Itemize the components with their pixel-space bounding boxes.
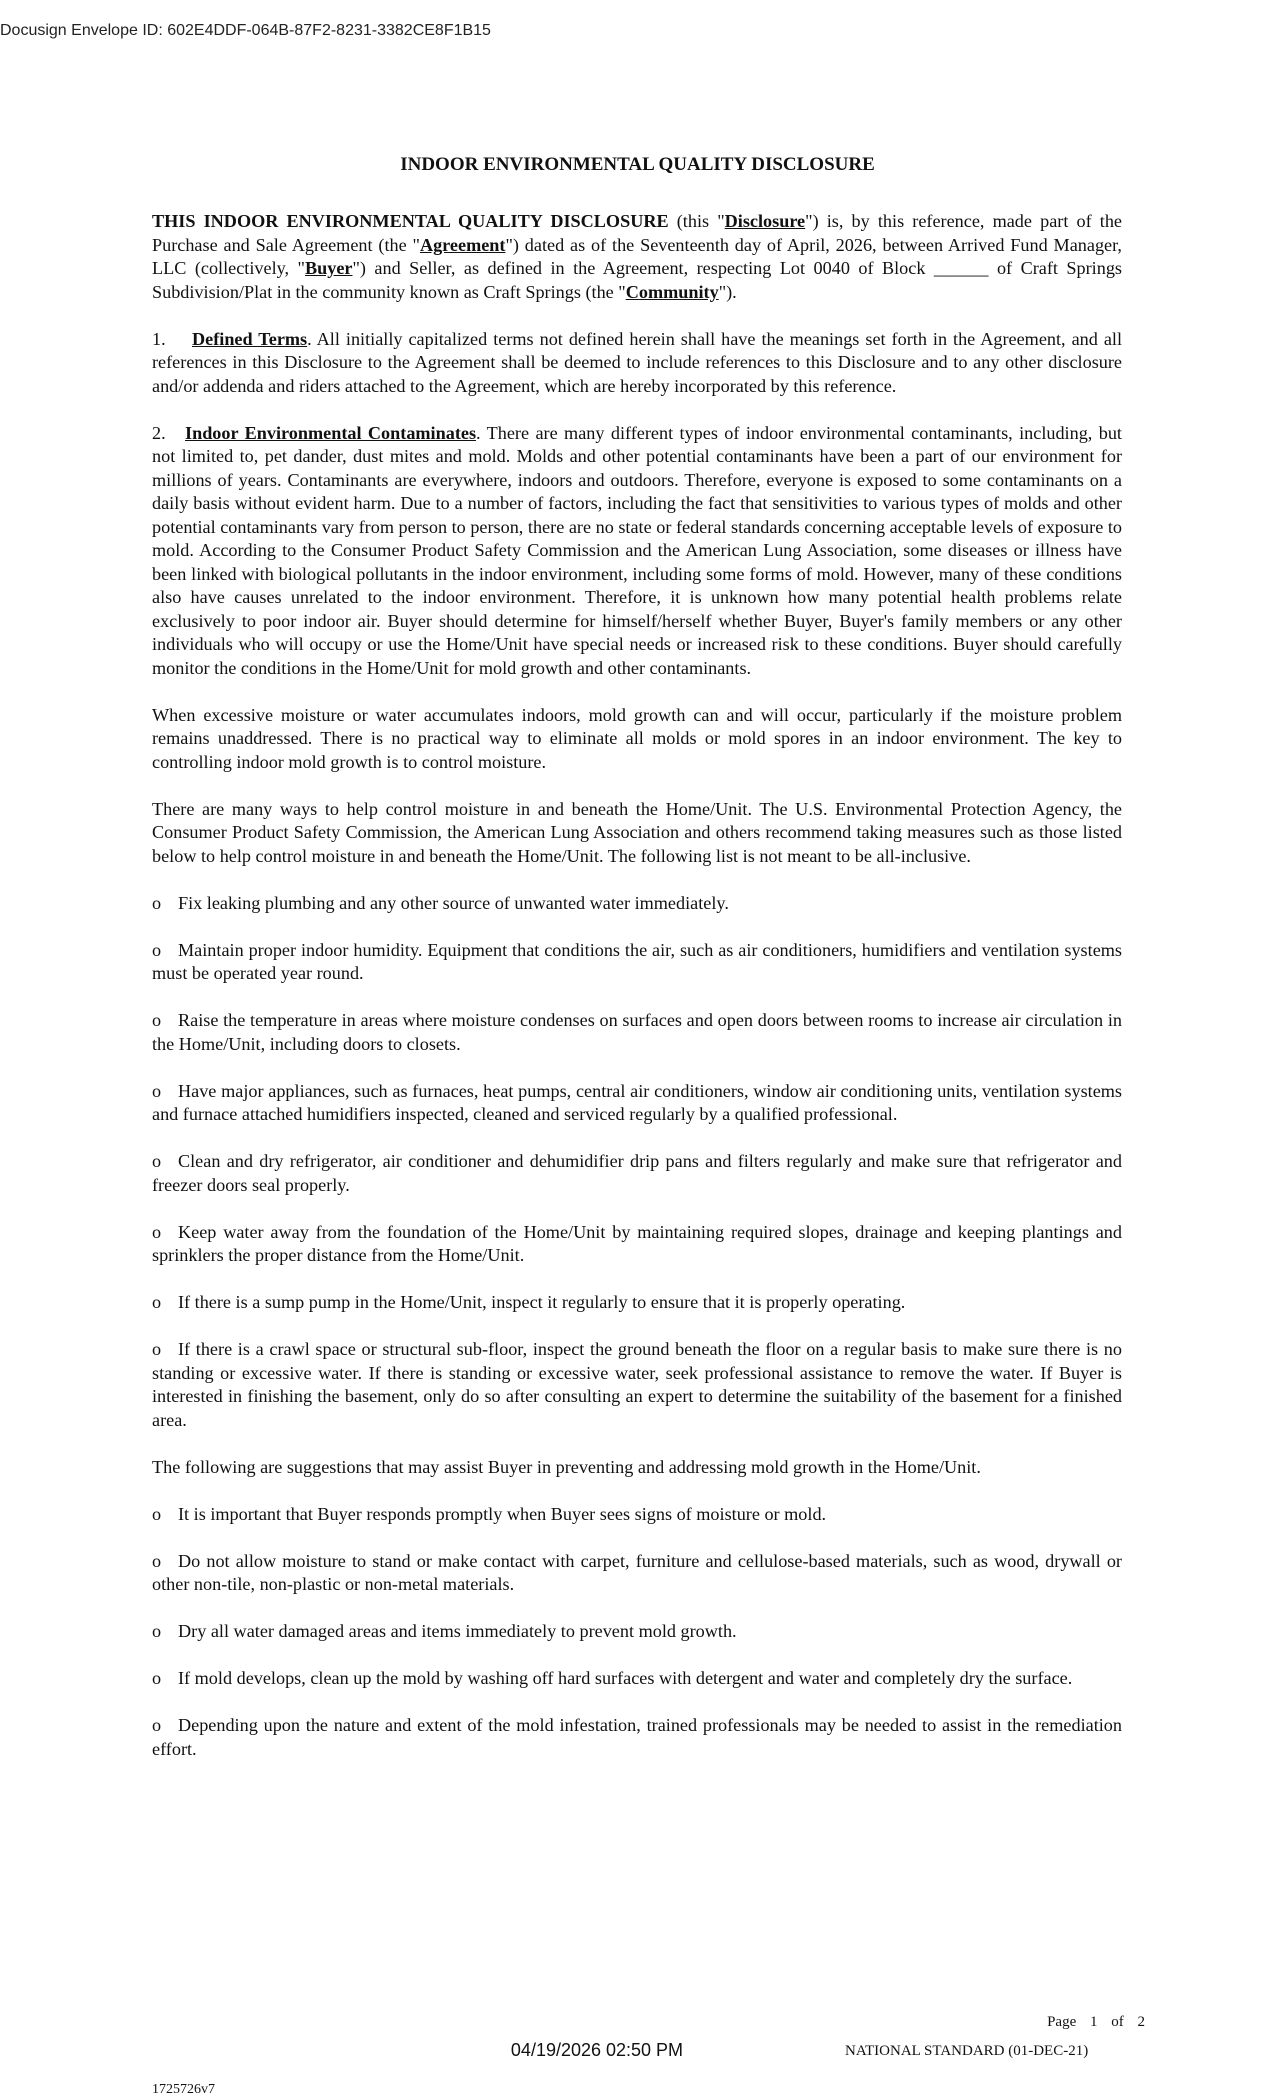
section-1-number: 1. [152,328,166,349]
term-agreement: Agreement [419,234,506,255]
signing-timestamp: 04/19/2026 02:50 PM [510,2040,684,2060]
bullet-mark: o [152,1503,162,1524]
bullet-mark: o [152,1621,162,1641]
bullet-mark: o [152,892,162,913]
page-of-label: of [1111,2014,1124,2030]
list-item [152,1667,1122,1691]
list-item [152,1080,1122,1127]
document-id: 1725726v7 [152,2082,215,2097]
term-disclosure: Disclosure [724,211,806,231]
list-item-text: Have major appliances, such as furnaces, heat pumps, central air conditioners, window air conditioning units, ventilation systems and furnace attached humidifiers inspected, cleaned and serviced regularly by a qualified professional. [152,1080,1122,1124]
bullet-mark: o [152,1221,162,1242]
intro-paragraph [152,210,1122,304]
list-item [152,1009,1122,1056]
section-2-heading: Indoor Environmental Contaminates [185,422,477,443]
intro-text-5: "). [718,281,737,302]
page-number: 1 [1090,2014,1098,2030]
bullet-mark: o [152,1151,162,1171]
list-item-text: Fix leaking plumbing and any other source of unwanted water immediately. [178,892,729,913]
intro-text-4: ") and Seller, as defined in the Agreement, respecting Lot 0040 of Block ______ of Craft Springs Subdivision/Plat in the community known as Craft Springs (the " [152,258,1122,302]
list-item [152,939,1122,986]
list-item [152,1550,1122,1597]
page-total: 2 [1137,2014,1145,2030]
intro-text-3: ") dated as of the Seventeenth day of April, 2026, between Arrived Fund Manager, LLC (collectively, " [152,234,1122,278]
page-indicator [1047,2014,1145,2031]
moisture-paragraph: When excessive moisture or water accumulates indoors, mold growth can and will occur, particularly if the moisture problem remains unaddressed. There is no practical way to eliminate all molds or mold spores in an indoor environment. The key to controlling indoor mold growth is to control moisture. [152,704,1122,772]
list-item-text: Raise the temperature in areas where moisture condenses on surfaces and open doors between rooms to increase air circulation in the Home/Unit, including doors to closets. [152,1010,1122,1054]
list-item-text: Dry all water damaged areas and items immediately to prevent mold growth. [178,1621,737,1641]
intro-lead: THIS INDOOR ENVIRONMENTAL QUALITY DISCLOSURE [152,211,669,231]
list-item-text: Do not allow moisture to stand or make contact with carpet, furniture and cellulose-based materials, such as wood, drywall or other non-tile, non-plastic or non-metal materials. [152,1550,1122,1594]
list-item-text: Depending upon the nature and extent of the mold infestation, trained professionals may be needed to assist in the remediation effort. [152,1715,1122,1759]
document-body [152,210,1122,1761]
list-item-text: If there is a sump pump in the Home/Unit, inspect it regularly to ensure that it is properly operating. [178,1292,906,1312]
bullet-mark: o [152,1010,162,1030]
control-ways-paragraph: There are many ways to help control moisture in and beneath the Home/Unit. The U.S. Environmental Protection Agency, the Consumer Product Safety Commission, the American Lung Association and others recommend taking measures such as those listed below to help control moisture in and beneath the Home/Unit. The following list is not meant to be all-inclusive. [152,798,1122,866]
list-item [152,1338,1122,1432]
list-item-text: Keep water away from the foundation of the Home/Unit by maintaining required slopes, drainage and keeping plantings and sprinklers the proper distance from the Home/Unit. [152,1221,1122,1265]
section-1 [152,328,1122,399]
bullet-mark: o [152,1292,162,1312]
list-item-text: It is important that Buyer responds promptly when Buyer sees signs of moisture or mold. [178,1503,827,1524]
section-2-number: 2. [152,422,166,443]
list-item-text: Maintain proper indoor humidity. Equipment that conditions the air, such as air conditioners, humidifiers and ventilation systems must be operated year round. [152,939,1122,983]
section-1-heading: Defined Terms [192,328,308,349]
section-1-text: . All initially capitalized terms not defined herein shall have the meanings set forth in the Agreement, and all references in this Disclosure to the Agreement shall be deemed to include references to this Disclosure and to any other disclosure and/or addenda and riders attached to the Agreement, which are hereby incorporated by this reference. [152,328,1123,396]
suggestions-paragraph: The following are suggestions that may assist Buyer in preventing and addressing mold growth in the Home/Unit. [152,1456,981,1477]
list-item [152,1291,1122,1315]
list-item [152,1503,1122,1527]
term-community: Community [625,281,719,302]
bullet-mark: o [152,1550,162,1571]
bullet-mark: o [152,1080,162,1101]
envelope-id: Docusign Envelope ID: 602E4DDF-064B-87F2-8231-3382CE8F1B15 [0,22,491,39]
document-title: INDOOR ENVIRONMENTAL QUALITY DISCLOSURE [400,154,875,175]
list-item [152,1714,1122,1761]
intro-text-2: ") is, by this reference, made part of the Purchase and Sale Agreement (the " [152,211,1123,255]
bullet-mark: o [152,1339,162,1359]
intro-text-1: (this " [668,211,725,231]
bullet-mark: o [152,939,162,960]
list-item [152,1150,1122,1197]
bullet-mark: o [152,1668,162,1688]
form-standard: NATIONAL STANDARD (01-DEC-21) [845,2043,1089,2059]
list-item [152,1221,1122,1268]
list-item [152,1620,1122,1644]
page-label: Page [1047,2014,1077,2030]
list-item-text: Clean and dry refrigerator, air conditioner and dehumidifier drip pans and filters regularly and make sure that refrigerator and freezer doors seal properly. [152,1151,1122,1195]
section-2 [152,422,1122,681]
term-buyer: Buyer [304,258,353,278]
section-2-text: . There are many different types of indoor environmental contaminants, including, but not limited to, pet dander, dust mites and mold. Molds and other potential contaminants have been a part of our environment for millions of years. Contaminants are everywhere, indoors and outdoors. Therefore, everyone is exposed to some contaminants on a daily basis without evident harm. Due to a number of factors, including the fact that sensitivities to various types of molds and other potential contaminants vary from person to person, there are no state or federal standards concerning acceptable levels of exposure to mold. According to the Consumer Product Safety Commission and the American Lung Association, some diseases or illness have been linked with biological pollutants in the indoor environment, including some forms of mold. However, many of these conditions also have causes unrelated to the indoor environment. Therefore, it is unknown how many potential health problems relate exclusively to poor indoor air. Buyer should determine for himself/herself whether Buyer, Buyer's family members or any other individuals who will occupy or use the Home/Unit have special needs or increased risk to these conditions. Buyer should carefully monitor the conditions in the Home/Unit for mold growth and other contaminants. [152,422,1122,678]
list-item-text: If there is a crawl space or structural sub-floor, inspect the ground beneath the floor on a regular basis to make sure there is no standing or excessive water. If there is standing or excessive water, seek professional assistance to remove the water. If Buyer is interested in finishing the basement, only do so after consulting an expert to determine the suitability of the basement for a finished area. [152,1339,1122,1430]
list-item [152,892,1122,916]
list-item-text: If mold develops, clean up the mold by washing off hard surfaces with detergent and water and completely dry the surface. [178,1668,1073,1688]
bullet-mark: o [152,1715,162,1735]
